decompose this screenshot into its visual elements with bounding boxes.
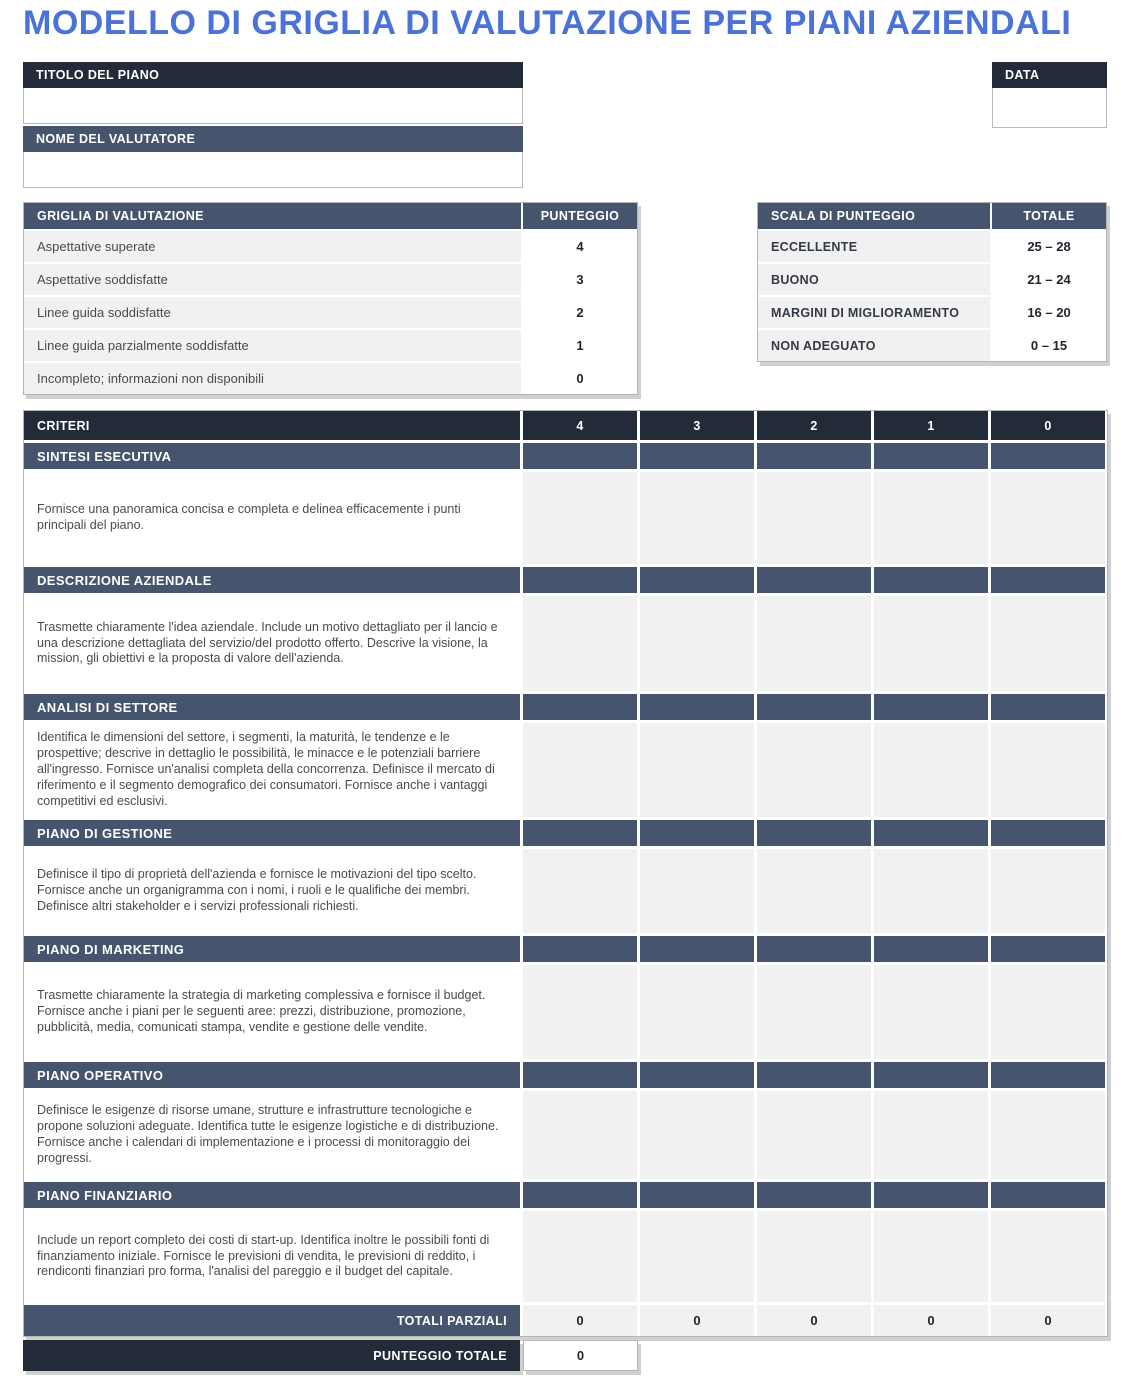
section-header-cell (757, 1062, 871, 1088)
grading-row-score: 3 (523, 264, 637, 295)
section-header-cell (991, 567, 1105, 593)
section-title: PIANO OPERATIVO (24, 1062, 520, 1088)
subtotal-value: 0 (523, 1305, 637, 1336)
scale-row-label: NON ADEGUATO (758, 330, 990, 361)
grading-table-header: GRIGLIA DI VALUTAZIONE (24, 203, 521, 229)
section-header-cell (640, 1182, 754, 1208)
total-score-row (23, 1340, 638, 1371)
score-cell[interactable] (757, 1211, 871, 1302)
section-header-cell (991, 1062, 1105, 1088)
score-column-header: 0 (991, 411, 1105, 440)
section-title: PIANO DI GESTIONE (24, 820, 520, 846)
score-cell[interactable] (874, 849, 988, 933)
score-cell[interactable] (523, 472, 637, 564)
scale-row-label: ECCELLENTE (758, 231, 990, 262)
grading-row-label: Linee guida soddisfatte (24, 297, 521, 328)
score-cell[interactable] (640, 965, 754, 1059)
section-header-cell (640, 694, 754, 720)
evaluator-name-label: NOME DEL VALUTATORE (23, 126, 523, 152)
scale-table-header: SCALA DI PUNTEGGIO (758, 203, 990, 229)
score-column-header: 1 (874, 411, 988, 440)
criteria-header-label: CRITERI (24, 411, 520, 440)
score-cell[interactable] (640, 723, 754, 817)
section-header-cell (640, 567, 754, 593)
date-block (992, 62, 1107, 128)
score-cell[interactable] (874, 965, 988, 1059)
section-header-cell (523, 820, 637, 846)
scale-row-range: 16 – 20 (992, 297, 1106, 328)
score-cell[interactable] (640, 596, 754, 691)
criteria-area (23, 410, 1108, 1371)
score-cell[interactable] (874, 1211, 988, 1302)
page-title: MODELLO DI GRIGLIA DI VALUTAZIONE PER PIANI AZIENDALI (23, 4, 1072, 42)
section-header-cell (757, 1182, 871, 1208)
score-cell[interactable] (757, 849, 871, 933)
score-cell[interactable] (991, 472, 1105, 564)
score-column-header: 4 (523, 411, 637, 440)
section-header-cell (757, 694, 871, 720)
section-header-cell (874, 694, 988, 720)
date-input[interactable] (992, 88, 1107, 128)
total-score-label: PUNTEGGIO TOTALE (23, 1340, 520, 1371)
section-header-cell (523, 567, 637, 593)
section-header-cell (991, 1182, 1105, 1208)
grading-row-score: 0 (523, 363, 637, 394)
grading-score-header: PUNTEGGIO (523, 203, 637, 229)
score-cell[interactable] (523, 965, 637, 1059)
score-cell[interactable] (991, 1211, 1105, 1302)
subtotal-value: 0 (757, 1305, 871, 1336)
score-cell[interactable] (874, 472, 988, 564)
section-header-cell (991, 820, 1105, 846)
score-cell[interactable] (991, 723, 1105, 817)
section-title: PIANO FINANZIARIO (24, 1182, 520, 1208)
score-cell[interactable] (757, 965, 871, 1059)
section-title: DESCRIZIONE AZIENDALE (24, 567, 520, 593)
section-title: SINTESI ESECUTIVA (24, 443, 520, 469)
section-header-cell (757, 820, 871, 846)
evaluator-name-input[interactable] (23, 152, 523, 188)
section-header-cell (640, 936, 754, 962)
subtotals-label: TOTALI PARZIALI (24, 1305, 520, 1336)
section-description: Fornisce una panoramica concisa e completa e delinea efficacemente i punti principali del piano. (24, 472, 520, 564)
score-cell[interactable] (757, 472, 871, 564)
total-score-value: 0 (523, 1340, 638, 1371)
section-header-cell (874, 820, 988, 846)
grading-row-label: Aspettative soddisfatte (24, 264, 521, 295)
criteria-table (23, 410, 1108, 1337)
score-cell[interactable] (991, 596, 1105, 691)
score-cell[interactable] (874, 596, 988, 691)
score-cell[interactable] (523, 1211, 637, 1302)
grading-row-score: 4 (523, 231, 637, 262)
section-header-cell (874, 1182, 988, 1208)
scale-total-header: TOTALE (992, 203, 1106, 229)
plan-title-input[interactable] (23, 88, 523, 124)
scale-row-label: MARGINI DI MIGLIORAMENTO (758, 297, 990, 328)
section-header-cell (640, 820, 754, 846)
section-header-cell (874, 936, 988, 962)
section-header-cell (523, 443, 637, 469)
scale-row-range: 25 – 28 (992, 231, 1106, 262)
score-cell[interactable] (874, 723, 988, 817)
evaluator-name-block (23, 126, 523, 188)
grading-row-score: 1 (523, 330, 637, 361)
score-cell[interactable] (757, 596, 871, 691)
section-description: Include un report completo dei costi di start-up. Identifica inoltre le possibili fonti di finanziamento iniziale. Fornisce le previsioni di vendita, le previsioni di reddito, i rendiconti finanziari pro forma, l'analisi del pareggio e il budget del capitale. (24, 1211, 520, 1302)
score-scale-table (757, 202, 1107, 362)
section-description: Trasmette chiaramente la strategia di marketing complessiva e fornisce il budget. Fornisce anche i piani per le seguenti aree: prezzi, distribuzione, promozione, pubblicità, media, comunicati stampa, vendite e gestione delle vendite. (24, 965, 520, 1059)
section-header-cell (874, 443, 988, 469)
grading-row-label: Aspettative superate (24, 231, 521, 262)
section-description: Identifica le dimensioni del settore, i segmenti, la maturità, le tendenze e le prospettive; descrive in dettaglio le possibilità, le minacce e le potenziali barriere all'ingresso. Fornisce un'analisi completa della concorrenza. Definisce il mercato di riferimento e il segmento demografico dei consumatori. Fornisce anche i vantaggi competitivi ed esclusivi. (24, 723, 520, 817)
plan-title-label: TITOLO DEL PIANO (23, 62, 523, 88)
section-header-cell (991, 443, 1105, 469)
score-cell[interactable] (640, 1211, 754, 1302)
grading-scale-table (23, 202, 638, 395)
section-header-cell (757, 443, 871, 469)
score-cell[interactable] (640, 1091, 754, 1179)
score-cell[interactable] (523, 596, 637, 691)
section-header-cell (523, 936, 637, 962)
section-header-cell (757, 936, 871, 962)
score-cell[interactable] (874, 1091, 988, 1179)
score-cell[interactable] (523, 723, 637, 817)
subtotal-value: 0 (874, 1305, 988, 1336)
section-header-cell (991, 694, 1105, 720)
score-cell[interactable] (757, 1091, 871, 1179)
section-header-cell (523, 1182, 637, 1208)
grading-row-label: Linee guida parzialmente soddisfatte (24, 330, 521, 361)
scale-row-range: 0 – 15 (992, 330, 1106, 361)
date-label: DATA (992, 62, 1107, 88)
grading-row-score: 2 (523, 297, 637, 328)
score-cell[interactable] (523, 849, 637, 933)
score-cell[interactable] (640, 472, 754, 564)
score-cell[interactable] (757, 723, 871, 817)
section-header-cell (523, 694, 637, 720)
subtotal-value: 0 (991, 1305, 1105, 1336)
section-header-cell (640, 443, 754, 469)
section-header-cell (874, 567, 988, 593)
score-column-header: 3 (640, 411, 754, 440)
score-cell[interactable] (991, 965, 1105, 1059)
score-column-header: 2 (757, 411, 871, 440)
section-description: Definisce le esigenze di risorse umane, strutture e infrastrutture tecnologiche e propone soluzioni adeguate. Identifica tutte le esigenze logistiche e di distribuzione. Fornisce anche i calendari di implementazione e i processi di monitoraggio dei progressi. (24, 1091, 520, 1179)
score-cell[interactable] (991, 849, 1105, 933)
section-header-cell (640, 1062, 754, 1088)
score-cell[interactable] (640, 849, 754, 933)
score-cell[interactable] (523, 1091, 637, 1179)
section-description: Definisce il tipo di proprietà dell'azienda e fornisce le motivazioni del tipo scelto. Fornisce anche un organigramma con i nomi, i ruoli e le qualifiche dei membri. Definisce altri stakeholder e i servizi professionali richiesti. (24, 849, 520, 933)
scale-row-range: 21 – 24 (992, 264, 1106, 295)
plan-title-block (23, 62, 523, 124)
score-cell[interactable] (991, 1091, 1105, 1179)
section-description: Trasmette chiaramente l'idea aziendale. Include un motivo dettagliato per il lancio e una descrizione dettagliata del servizio/del prodotto offerto. Descrive la visione, la mission, gli obiettivi e la proposta di valore dell'azienda. (24, 596, 520, 691)
section-header-cell (991, 936, 1105, 962)
subtotal-value: 0 (640, 1305, 754, 1336)
section-header-cell (874, 1062, 988, 1088)
grading-row-label: Incompleto; informazioni non disponibili (24, 363, 521, 394)
section-title: PIANO DI MARKETING (24, 936, 520, 962)
section-title: ANALISI DI SETTORE (24, 694, 520, 720)
section-header-cell (757, 567, 871, 593)
section-header-cell (523, 1062, 637, 1088)
scale-row-label: BUONO (758, 264, 990, 295)
